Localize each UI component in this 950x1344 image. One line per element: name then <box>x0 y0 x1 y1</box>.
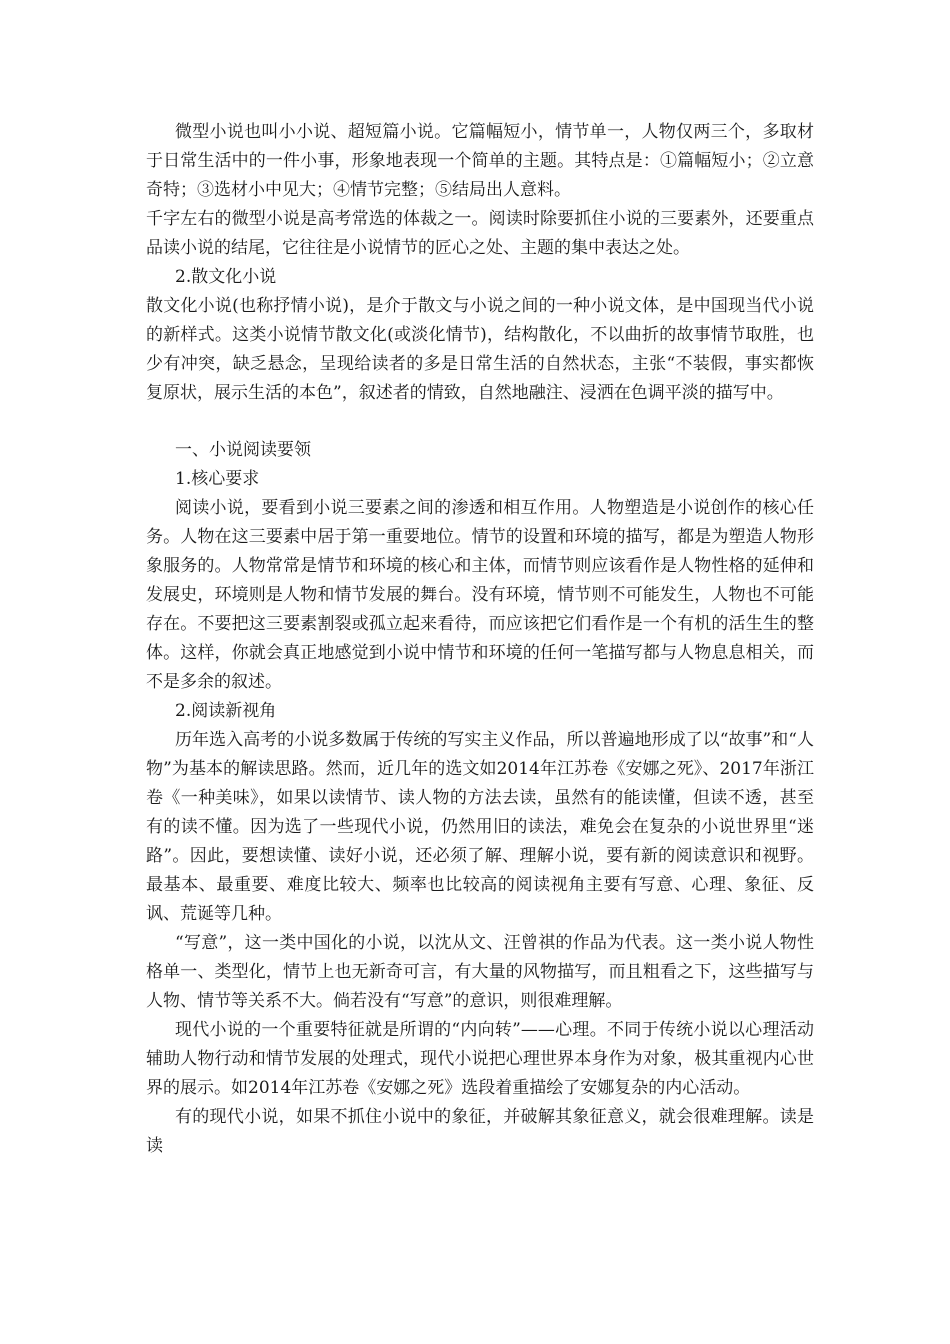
heading-new-perspective: 2.阅读新视角 <box>175 701 277 721</box>
paragraph-prose-novel: 散文化小说(也称抒情小说)，是介于散文与小说之间的一种小说文体，是中国现当代小说的新样式。这类小说情节散文化(或淡化情节)，结构散化，不以曲折的故事情节取胜，也少有冲突，缺乏悬念，呈现给读者的多是日常生活的自然状态，主张“不装假，事实都恢复原状，展示生活的本色”，叙述者的情致，自然地融注、浸洒在色调平淡的描写中。 <box>146 296 814 403</box>
paragraph-psychology: 现代小说的一个重要特征就是所谓的“内向转”——心理。不同于传统小说以心理活动辅助人物行动和情节发展的处理式，现代小说把心理世界本身作为对象，极其重视内心世界的展示。如2014年江苏卷《安娜之死》选段着重描绘了安娜复杂的内心活动。 <box>146 1020 814 1098</box>
heading-core-requirements: 1.核心要求 <box>175 469 260 489</box>
paragraph-micro-novel-reading: 千字左右的微型小说是高考常选的体裁之一。阅读时除要抓住小说的三要素外，还要重点品读小说的结尾，它往往是小说情节的匠心之处、主题的集中表达之处。 <box>146 209 814 258</box>
document-body <box>146 118 814 1161</box>
paragraph-symbolism: 有的现代小说，如果不抓住小说中的象征，并破解其象征意义，就会很难理解。读是读 <box>146 1107 814 1156</box>
section-spacer <box>146 408 814 436</box>
paragraph-micro-novel-definition: 微型小说也叫小小说、超短篇小说。它篇幅短小，情节单一，人物仅两三个，多取材于日常生活中的一件小事，形象地表现一个简单的主题。其特点是：①篇幅短小；②立意奇特；③选材小中见大；④情节完整；⑤结局出人意料。 <box>146 122 814 200</box>
heading-reading-essentials: 一、小说阅读要领 <box>175 440 311 460</box>
paragraph-xieyi: “写意”，这一类中国化的小说，以沈从文、汪曾祺的作品为代表。这一类小说人物性格单一、类型化，情节上也无新奇可言，有大量的风物描写，而且粗看之下，这些描写与人物、情节等关系不大。倘若没有“写意”的意识，则很难理解。 <box>146 933 814 1011</box>
heading-prose-novel: 2.散文化小说 <box>175 267 277 287</box>
paragraph-new-perspective: 历年选入高考的小说多数属于传统的写实主义作品，所以普遍地形成了以“故事”和“人物”为基本的解读思路。然而，近几年的选文如2014年江苏卷《安娜之死》、2017年浙江卷《一种美味》，如果以读情节、读人物的方法去读，虽然有的能读懂，但读不透，甚至有的读不懂。因为选了一些现代小说，仍然用旧的读法，难免会在复杂的小说世界里“迷路”。因此，要想读懂、读好小说，还必须了解、理解小说，要有新的阅读意识和视野。最基本、最重要、难度比较大、频率也比较高的阅读视角主要有写意、心理、象征、反讽、荒诞等几种。 <box>146 730 814 924</box>
paragraph-core-requirements: 阅读小说，要看到小说三要素之间的渗透和相互作用。人物塑造是小说创作的核心任务。人物在这三要素中居于第一重要地位。情节的设置和环境的描写，都是为塑造人物形象服务的。人物常常是情节和环境的核心和主体，而情节则应该看作是人物性格的延伸和发展史，环境则是人物和情节发展的舞台。没有环境，情节则不可能发生，人物也不可能存在。不要把这三要素割裂或孤立起来看待，而应该把它们看作是一个有机的活生生的整体。这样，你就会真正地感觉到小说中情节和环境的任何一笔描写都与人物息息相关，而不是多余的叙述。 <box>146 498 814 692</box>
